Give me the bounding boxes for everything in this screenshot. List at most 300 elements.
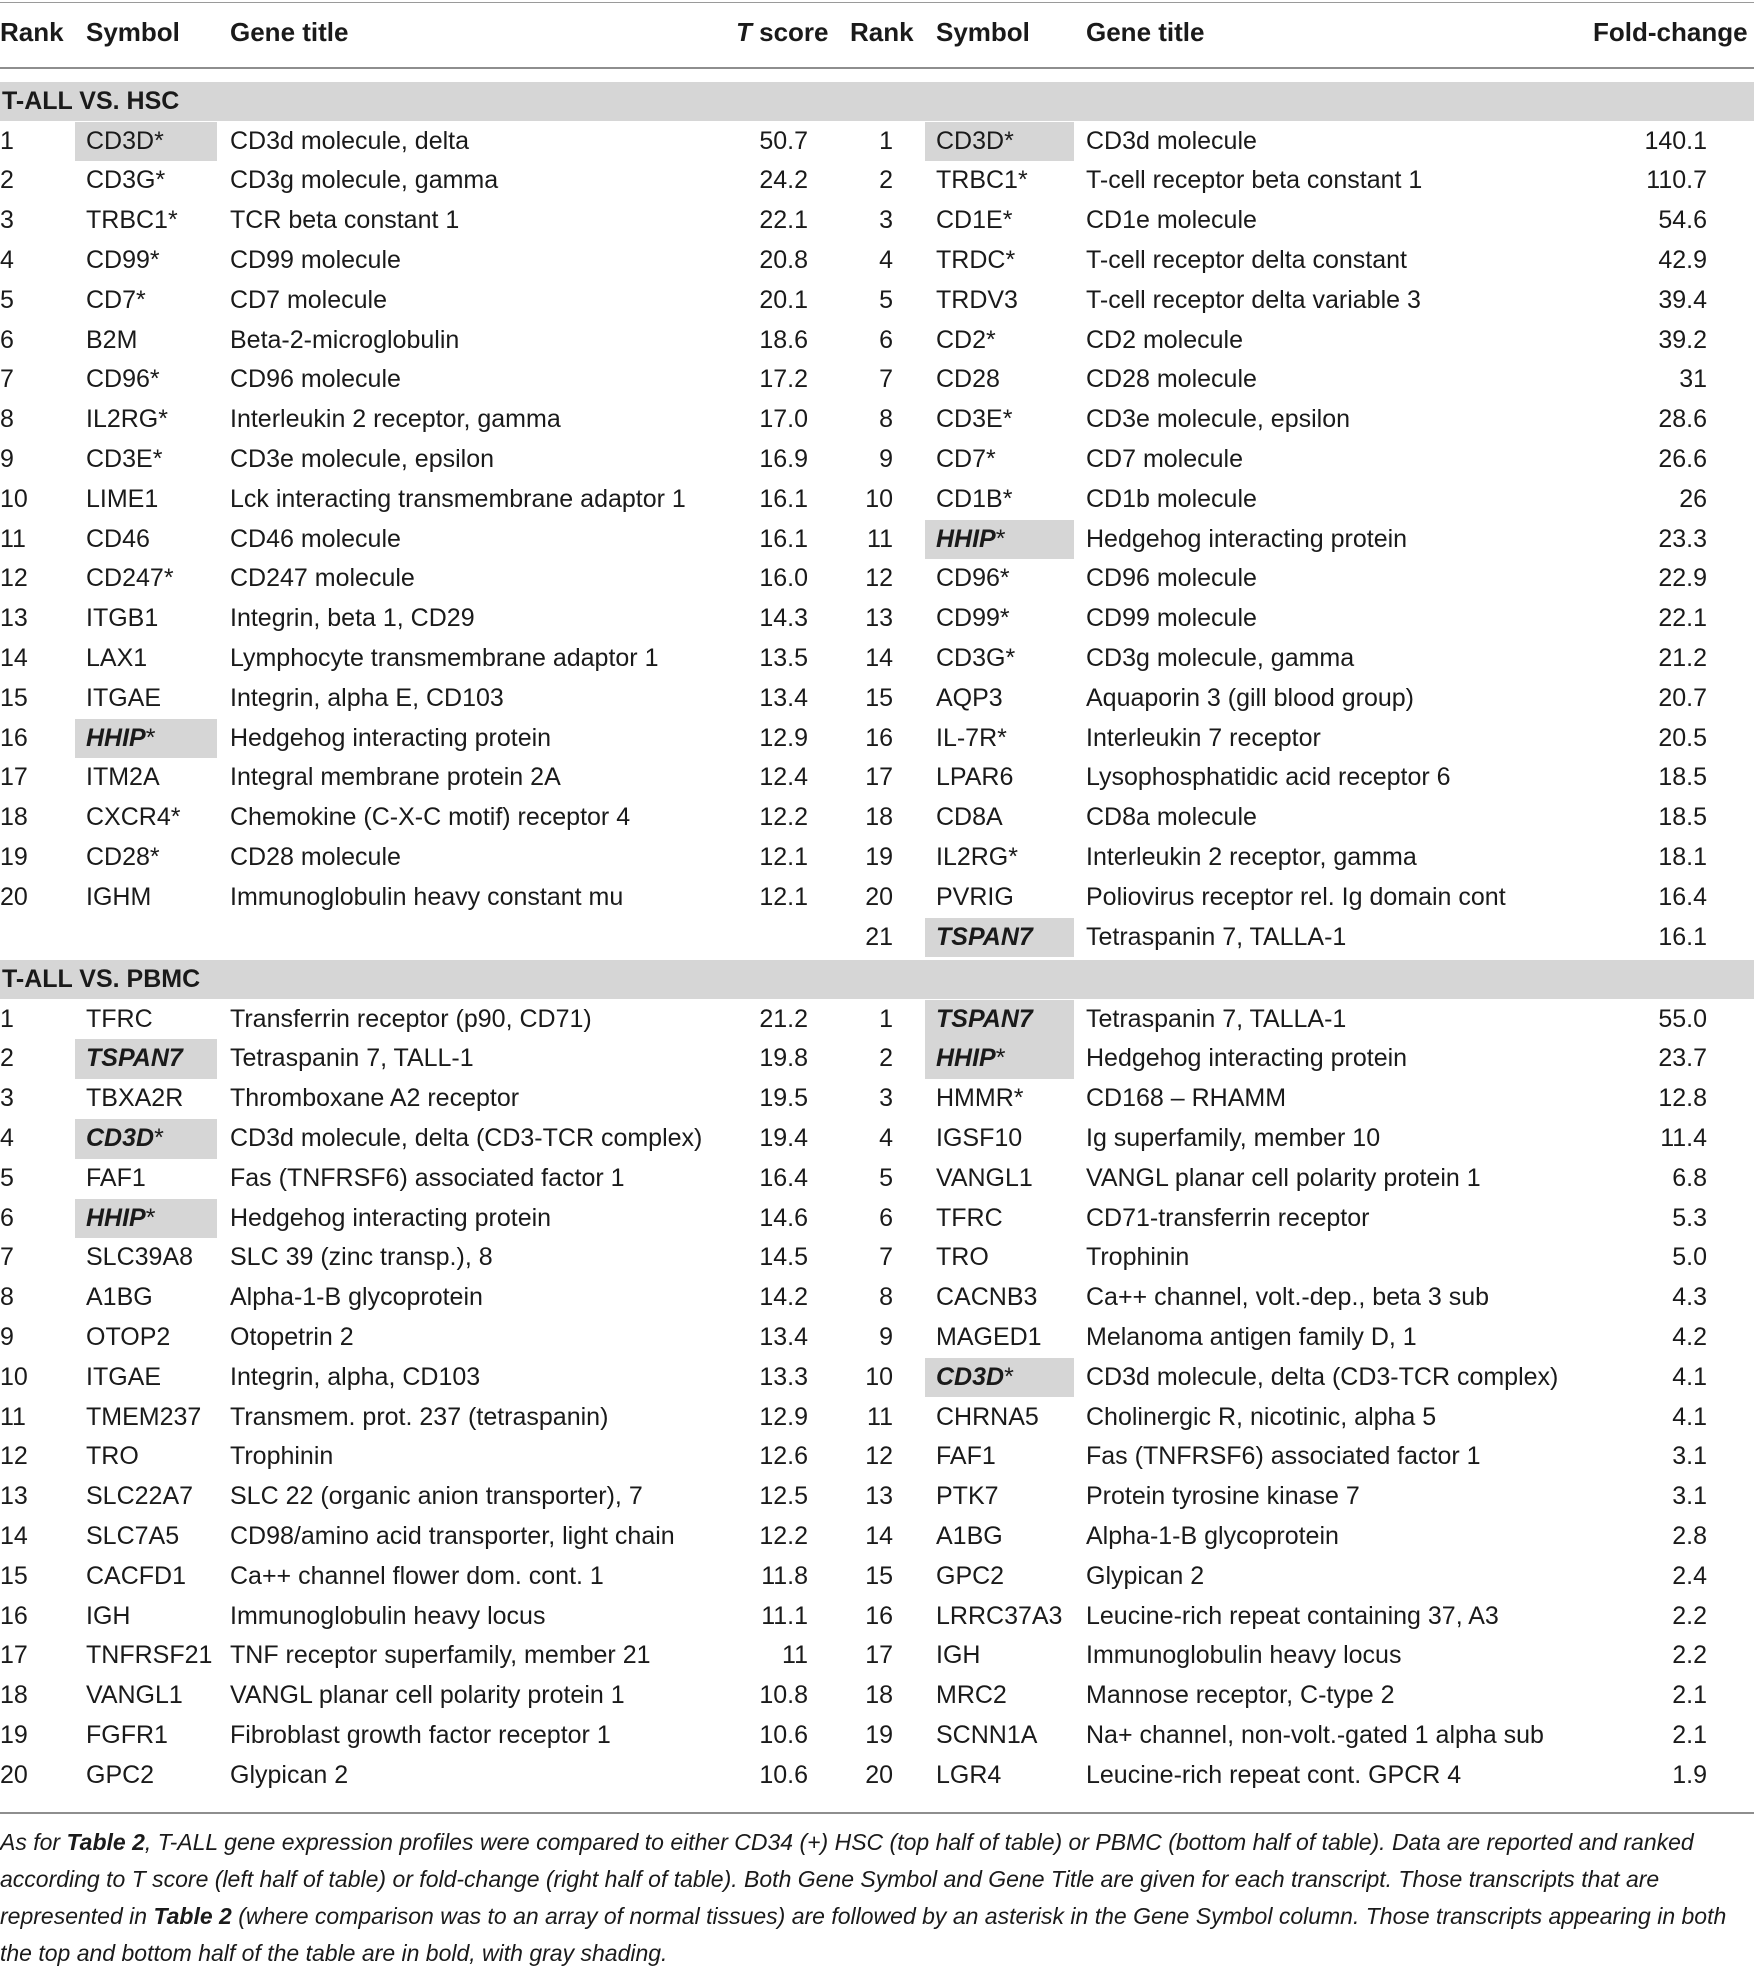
fold-change-value: 140.1 (1644, 126, 1707, 155)
rank-left: 16 (0, 723, 28, 752)
rank-right: 13 (865, 604, 893, 633)
table-row (0, 1000, 1754, 1040)
gene-symbol-text: CD7 (86, 285, 137, 314)
rank-left: 1 (0, 1004, 14, 1033)
gene-title-right: CD99 molecule (1086, 604, 1257, 633)
t-score-value: 20.1 (759, 285, 808, 314)
t-score-value: 12.2 (759, 1521, 808, 1550)
gene-symbol-asterisk: * (1005, 245, 1016, 274)
t-score-value: 24.2 (759, 166, 808, 195)
t-score-value: 14.5 (759, 1243, 808, 1272)
rank-right: 10 (865, 484, 893, 513)
gene-title-right: Na+ channel, non-volt.-gated 1 alpha sub (1086, 1720, 1544, 1749)
rank-left: 8 (0, 1283, 14, 1312)
caption-table-ref: Table 2 (66, 1829, 145, 1855)
gene-title-right: Aquaporin 3 (gill blood group) (1086, 683, 1414, 712)
gene-title-right: CD71-transferrin receptor (1086, 1203, 1370, 1232)
section-label: T-ALL VS. HSC (2, 87, 180, 115)
rank-left: 15 (0, 1561, 28, 1590)
rank-right: 14 (865, 643, 893, 672)
gene-symbol-text: CD1B (936, 484, 1003, 513)
gene-symbol-text: CD3E (936, 405, 1003, 434)
gene-symbol-left (86, 758, 160, 798)
gene-title-left: CD98/amino acid transporter, light chain (230, 1521, 675, 1550)
gene-symbol-text: TNFRSF21 (86, 1641, 213, 1670)
gene-title-left: SLC 39 (zinc transp.), 8 (230, 1243, 493, 1272)
gene-title-left: Integrin, alpha E, CD103 (230, 683, 504, 712)
gene-symbol-text: TFRC (936, 1203, 1003, 1232)
table-row (0, 758, 1754, 798)
fold-change-value: 16.4 (1658, 882, 1707, 911)
table-row (0, 559, 1754, 599)
gene-symbol-asterisk: * (1002, 206, 1013, 235)
gene-symbol-text: SCNN1A (936, 1720, 1038, 1749)
gene-symbol-left (75, 1119, 217, 1159)
gene-title-left: TNF receptor superfamily, member 21 (230, 1641, 651, 1670)
rank-left: 6 (0, 325, 14, 354)
t-score-value: 16.9 (759, 444, 808, 473)
fold-change-value: 110.7 (1646, 166, 1707, 195)
gene-title-right: CD3g molecule, gamma (1086, 643, 1355, 672)
gene-symbol-right (936, 1398, 1039, 1438)
gene-symbol-asterisk: * (1004, 1362, 1014, 1391)
rank-right: 21 (865, 922, 893, 951)
gene-symbol-left (86, 1318, 170, 1358)
gene-symbol-asterisk: * (986, 444, 996, 473)
gene-symbol-text: IGSF10 (936, 1123, 1023, 1152)
gene-symbol-text: IL-7R (936, 723, 998, 752)
rank-left: 1 (0, 126, 14, 155)
fold-change-value: 1.9 (1672, 1760, 1707, 1789)
gene-symbol-right (925, 1358, 1074, 1398)
rank-right: 12 (865, 564, 893, 593)
fold-change-value: 55.0 (1658, 1004, 1707, 1033)
header-symbol-2: Symbol (936, 17, 1030, 47)
rank-left: 18 (0, 803, 28, 832)
gene-symbol-text: A1BG (86, 1283, 153, 1312)
gene-title-right: CD3e molecule, epsilon (1086, 405, 1351, 434)
gene-title-left: CD3g molecule, gamma (230, 166, 499, 195)
gene-symbol-right (925, 1000, 1074, 1040)
gene-symbol-left (86, 1597, 130, 1637)
header-fold-change: Fold-change (1593, 17, 1748, 47)
t-score-value: 13.4 (759, 1322, 808, 1351)
rank-right: 9 (879, 1322, 893, 1351)
gene-symbol-text: FGFR1 (86, 1720, 168, 1749)
table-row (0, 480, 1754, 520)
fold-change-value: 39.2 (1658, 325, 1707, 354)
gene-title-right: Tetraspanin 7, TALLA-1 (1086, 922, 1347, 951)
gene-title-left: Otopetrin 2 (230, 1322, 354, 1351)
rank-right: 19 (865, 1720, 893, 1749)
table-row (0, 1159, 1754, 1199)
gene-symbol-asterisk: * (158, 405, 168, 434)
gene-title-left: CD3d molecule, delta (CD3-TCR complex) (230, 1123, 703, 1152)
gene-symbol-asterisk: * (155, 166, 166, 195)
rank-right: 4 (879, 245, 893, 274)
rank-right: 16 (865, 1601, 893, 1630)
t-score-value: 12.9 (759, 1402, 808, 1431)
gene-symbol-right (936, 241, 1015, 281)
rank-left: 11 (0, 524, 26, 553)
gene-symbol-text: CD3G (936, 643, 1006, 672)
fold-change-value: 21.2 (1658, 643, 1707, 672)
t-score-value: 12.5 (759, 1482, 808, 1511)
gene-symbol-right (936, 1557, 1004, 1597)
rank-left: 18 (0, 1681, 28, 1710)
gene-title-right: Poliovirus receptor rel. Ig domain cont (1086, 882, 1506, 911)
fold-change-value: 22.1 (1658, 604, 1707, 633)
gene-symbol-text: OTOP2 (86, 1322, 171, 1351)
rank-right: 3 (879, 206, 893, 235)
gene-title-left: Lymphocyte transmembrane adaptor 1 (230, 643, 659, 672)
gene-symbol-asterisk: * (145, 723, 156, 752)
fold-change-value: 6.8 (1672, 1163, 1707, 1192)
table-row (0, 1517, 1754, 1557)
rank-right: 9 (879, 444, 893, 473)
gene-symbol-right (936, 639, 1015, 679)
fold-change-value: 26 (1679, 484, 1707, 513)
fold-change-value: 2.8 (1672, 1521, 1707, 1550)
rank-left: 4 (0, 1123, 14, 1152)
gene-symbol-asterisk: * (995, 1044, 1006, 1073)
table-row (0, 1636, 1754, 1676)
gene-symbol-text: CD96 (936, 564, 1000, 593)
gene-symbol-text: FAF1 (86, 1163, 146, 1192)
fold-change-value: 28.6 (1658, 405, 1707, 434)
gene-symbol-asterisk: * (1017, 166, 1028, 195)
t-score-value: 12.9 (759, 723, 808, 752)
gene-symbol-right (936, 599, 1010, 639)
gene-symbol-asterisk: * (170, 803, 181, 832)
gene-symbol-right (936, 559, 1010, 599)
header-rule (0, 67, 1754, 69)
gene-title-right: Protein tyrosine kinase 7 (1086, 1482, 1360, 1511)
gene-symbol-right (925, 520, 1074, 560)
gene-symbol-right (936, 201, 1012, 241)
table-row (0, 122, 1754, 162)
gene-symbol-right (936, 281, 1018, 321)
rank-left: 7 (0, 365, 14, 394)
gene-symbol-text: TRDC (936, 245, 1006, 274)
gene-symbol-left (86, 878, 151, 918)
t-score-value: 17.0 (759, 405, 808, 434)
gene-symbol-right (936, 1597, 1062, 1637)
gene-symbol-text: ITM2A (86, 763, 160, 792)
rank-right: 15 (865, 1561, 893, 1590)
fold-change-value: 4.1 (1672, 1402, 1707, 1431)
rank-right: 11 (867, 1402, 893, 1431)
rank-right: 17 (865, 1641, 893, 1670)
table-row (0, 1079, 1754, 1119)
t-score-value: 11.1 (761, 1601, 808, 1630)
gene-symbol-text: AQP3 (936, 683, 1003, 712)
gene-symbol-asterisk: * (995, 524, 1006, 553)
gene-title-left: Glypican 2 (230, 1760, 349, 1789)
gene-symbol-text: CACNB3 (936, 1283, 1038, 1312)
gene-title-left: Transmem. prot. 237 (tetraspanin) (230, 1402, 609, 1431)
section-label: T-ALL VS. PBMC (2, 965, 201, 993)
rank-right: 13 (865, 1482, 893, 1511)
gene-symbol-left (86, 639, 147, 679)
gene-symbol-text: PTK7 (936, 1482, 999, 1511)
table-row (0, 440, 1754, 480)
rank-left: 5 (0, 1163, 14, 1192)
rank-left: 2 (0, 1044, 14, 1073)
gene-symbol-text: LAX1 (86, 643, 148, 672)
gene-symbol-text: SLC7A5 (86, 1521, 180, 1550)
gene-symbol-left (86, 1756, 154, 1796)
rank-right: 18 (865, 803, 893, 832)
t-score-value: 13.5 (759, 643, 808, 672)
gene-symbol-asterisk: * (1004, 126, 1014, 155)
gene-symbol-right (936, 1278, 1037, 1318)
gene-symbol-right (936, 758, 1013, 798)
header-t-score (736, 14, 829, 50)
gene-title-right: Ig superfamily, member 10 (1086, 1123, 1381, 1152)
rank-left: 14 (0, 1521, 28, 1550)
t-score-value: 16.1 (759, 484, 808, 513)
gene-symbol-left (86, 599, 158, 639)
rank-left: 17 (0, 763, 28, 792)
fold-change-value: 26.6 (1658, 444, 1707, 473)
rank-left: 16 (0, 1601, 28, 1630)
gene-symbol-right (936, 1477, 999, 1517)
gene-symbol-right (936, 400, 1012, 440)
gene-symbol-asterisk: * (999, 564, 1010, 593)
gene-symbol-text: CD1E (936, 206, 1003, 235)
gene-symbol-text: CD28 (86, 842, 150, 871)
gene-symbol-text: A1BG (936, 1521, 1003, 1550)
gene-title-left: SLC 22 (organic anion transporter), 7 (230, 1482, 643, 1511)
gene-symbol-text: IGH (936, 1641, 981, 1670)
caption-text: (where comparison was to an array of normal tissues) are followed by an asterisk in the Gene Symbol column. Those transcripts appearing in both the top and bottom half of the table are in bold, with gray shading. (0, 1903, 1727, 1966)
rank-right: 5 (879, 285, 893, 314)
rank-left: 20 (0, 1760, 28, 1789)
gene-title-left: Hedgehog interacting protein (230, 723, 552, 752)
gene-symbol-text: HHIP (936, 1044, 996, 1073)
table-row (0, 719, 1754, 759)
rank-right: 1 (879, 1004, 893, 1033)
table-row (0, 639, 1754, 679)
rank-right: 17 (865, 763, 893, 792)
rank-right: 2 (879, 166, 893, 195)
gene-title-right: Melanoma antigen family D, 1 (1086, 1322, 1417, 1351)
gene-symbol-left (86, 400, 168, 440)
gene-symbol-right (936, 1079, 1024, 1119)
rank-left: 12 (0, 1442, 28, 1471)
rank-left: 10 (0, 484, 28, 513)
fold-change-value: 4.3 (1672, 1283, 1707, 1312)
fold-change-value: 18.5 (1658, 803, 1707, 832)
gene-title-right: CD168 – RHAMM (1086, 1084, 1287, 1113)
t-score-value: 19.8 (759, 1044, 808, 1073)
gene-symbol-left (86, 1278, 153, 1318)
caption-table-ref: Table 2 (153, 1903, 232, 1929)
header-t-score-rest: score (751, 17, 829, 47)
gene-symbol-text: HHIP (936, 524, 996, 553)
header-rank-2: Rank (850, 17, 914, 47)
gene-title-left: CD46 molecule (230, 524, 401, 553)
gene-title-left: Immunoglobulin heavy locus (230, 1601, 546, 1630)
rank-left: 9 (0, 444, 14, 473)
gene-symbol-right (936, 440, 996, 480)
t-score-value: 10.6 (759, 1720, 808, 1749)
t-score-value: 16.4 (759, 1163, 808, 1192)
fold-change-value: 5.3 (1672, 1203, 1707, 1232)
gene-symbol-text: VANGL1 (936, 1163, 1033, 1192)
table-row (0, 1557, 1754, 1597)
t-score-value: 11 (782, 1641, 808, 1670)
rank-right: 7 (879, 365, 893, 394)
gene-title-left: VANGL planar cell polarity protein 1 (230, 1681, 625, 1710)
rank-right: 10 (865, 1362, 893, 1391)
gene-title-left: Integrin, beta 1, CD29 (230, 604, 475, 633)
gene-symbol-asterisk: * (1002, 405, 1013, 434)
gene-symbol-asterisk: * (1013, 1084, 1024, 1113)
gene-symbol-text: CD3D (86, 1123, 155, 1152)
gene-symbol-text: TMEM237 (86, 1402, 202, 1431)
gene-title-left: Thromboxane A2 receptor (230, 1084, 520, 1113)
t-score-value: 12.2 (759, 803, 808, 832)
rank-right: 14 (865, 1521, 893, 1550)
rank-left: 19 (0, 842, 28, 871)
gene-symbol-text: MAGED1 (936, 1322, 1042, 1351)
caption-text: , T-ALL gene expression profiles were compared to either CD34 (+) HSC (top half of table) or PBMC (bottom half of table). Data are reported and ranked according to T score (left half of table) or fold-change (right half of table). Both Gene Symbol and Gene Title are given for each transcript. Those transcripts that are represented in (0, 1829, 1694, 1929)
gene-symbol-text: CXCR4 (86, 803, 171, 832)
fold-change-value: 3.1 (1672, 1482, 1707, 1511)
gene-symbol-left (86, 201, 178, 241)
gene-title-left: Transferrin receptor (p90, CD71) (230, 1004, 592, 1033)
gene-symbol-text: LIME1 (86, 484, 159, 513)
gene-title-left: CD7 molecule (230, 285, 388, 314)
fold-change-value: 39.4 (1658, 285, 1707, 314)
rank-right: 18 (865, 1681, 893, 1710)
table-row (0, 1358, 1754, 1398)
rank-right: 5 (879, 1163, 893, 1192)
t-score-value: 19.5 (759, 1084, 808, 1113)
gene-symbol-left (86, 559, 174, 599)
table-row (0, 679, 1754, 719)
fold-change-value: 54.6 (1658, 206, 1707, 235)
gene-symbol-text: CD96 (86, 365, 150, 394)
fold-change-value: 3.1 (1672, 1442, 1707, 1471)
rank-right: 19 (865, 842, 893, 871)
gene-title-left: Beta-2-microglobulin (230, 325, 460, 354)
bottom-rule (0, 1812, 1754, 1814)
rank-right: 12 (865, 1442, 893, 1471)
rank-left: 3 (0, 206, 14, 235)
gene-symbol-asterisk: * (149, 245, 160, 274)
rank-right: 6 (879, 325, 893, 354)
rank-right: 20 (865, 882, 893, 911)
table-row (0, 878, 1754, 918)
gene-symbol-text: IGHM (86, 882, 152, 911)
table-row (0, 1597, 1754, 1637)
gene-title-left: CD3e molecule, epsilon (230, 444, 495, 473)
table-row (0, 241, 1754, 281)
gene-symbol-text: CD28 (936, 365, 1000, 394)
gene-symbol-text: CD3D (86, 126, 155, 155)
table-caption (0, 1824, 1754, 1972)
gene-symbol-text: IL2RG (86, 405, 159, 434)
table-row (0, 1398, 1754, 1438)
table-row (0, 161, 1754, 201)
table-row (0, 1756, 1754, 1796)
gene-symbol-left (86, 798, 180, 838)
gene-symbol-asterisk: * (1002, 484, 1013, 513)
gene-title-left: CD28 molecule (230, 842, 401, 871)
t-score-value: 18.6 (759, 325, 808, 354)
gene-title-left: Integral membrane protein 2A (230, 763, 561, 792)
gene-symbol-asterisk: * (986, 325, 996, 354)
table-row (0, 1676, 1754, 1716)
gene-symbol-text: HHIP (86, 1203, 146, 1232)
rank-left: 6 (0, 1203, 14, 1232)
section-header (0, 82, 1754, 121)
gene-symbol-text: TSPAN7 (936, 1004, 1033, 1033)
header-gene-title: Gene title (230, 17, 349, 47)
gene-title-left: Interleukin 2 receptor, gamma (230, 405, 561, 434)
fold-change-value: 2.1 (1672, 1681, 1707, 1710)
t-score-value: 22.1 (759, 206, 808, 235)
rank-left: 5 (0, 285, 14, 314)
gene-symbol-asterisk: * (1008, 842, 1018, 871)
gene-symbol-left (86, 1437, 139, 1477)
fold-change-value: 2.2 (1672, 1641, 1707, 1670)
header-gene-title-2: Gene title (1086, 17, 1205, 47)
rank-right: 6 (879, 1203, 893, 1232)
t-score-value: 20.8 (759, 245, 808, 274)
t-score-value: 19.4 (759, 1123, 808, 1152)
gene-symbol-left (86, 1358, 161, 1398)
gene-symbol-text: CD99 (936, 604, 1000, 633)
gene-title-left: Tetraspanin 7, TALL-1 (230, 1044, 474, 1073)
gene-symbol-right (936, 1756, 1001, 1796)
header-rank: Rank (0, 17, 64, 47)
rank-right: 16 (865, 723, 893, 752)
gene-title-left: CD96 molecule (230, 365, 401, 394)
gene-title-right: CD3d molecule, delta (CD3-TCR complex) (1086, 1362, 1559, 1391)
table-row (0, 798, 1754, 838)
fold-change-value: 18.1 (1658, 842, 1707, 871)
gene-symbol-text: PVRIG (936, 882, 1014, 911)
gene-title-right: T-cell receptor beta constant 1 (1086, 166, 1423, 195)
t-score-value: 14.6 (759, 1203, 808, 1232)
gene-symbol-left (86, 679, 161, 719)
table-row (0, 1437, 1754, 1477)
gene-symbol-left (86, 520, 150, 560)
gene-symbol-text: VANGL1 (86, 1681, 183, 1710)
gene-title-right: CD96 molecule (1086, 564, 1257, 593)
table-row (0, 1278, 1754, 1318)
gene-symbol-asterisk: * (997, 723, 1007, 752)
table-row (0, 599, 1754, 639)
rank-right: 20 (865, 1760, 893, 1789)
gene-symbol-right (936, 1716, 1037, 1756)
gene-symbol-left (86, 1716, 168, 1756)
t-score-value: 16.1 (759, 524, 808, 553)
gene-symbol-text: TRO (86, 1442, 139, 1471)
rank-left: 7 (0, 1243, 14, 1272)
gene-title-left: Trophinin (230, 1442, 334, 1471)
gene-symbol-text: ITGAE (86, 1362, 162, 1391)
rank-right: 11 (867, 524, 893, 553)
gene-symbol-text: LGR4 (936, 1760, 1002, 1789)
rank-right: 8 (879, 405, 893, 434)
gene-symbol-left (86, 480, 158, 520)
gene-title-left: TCR beta constant 1 (230, 206, 460, 235)
